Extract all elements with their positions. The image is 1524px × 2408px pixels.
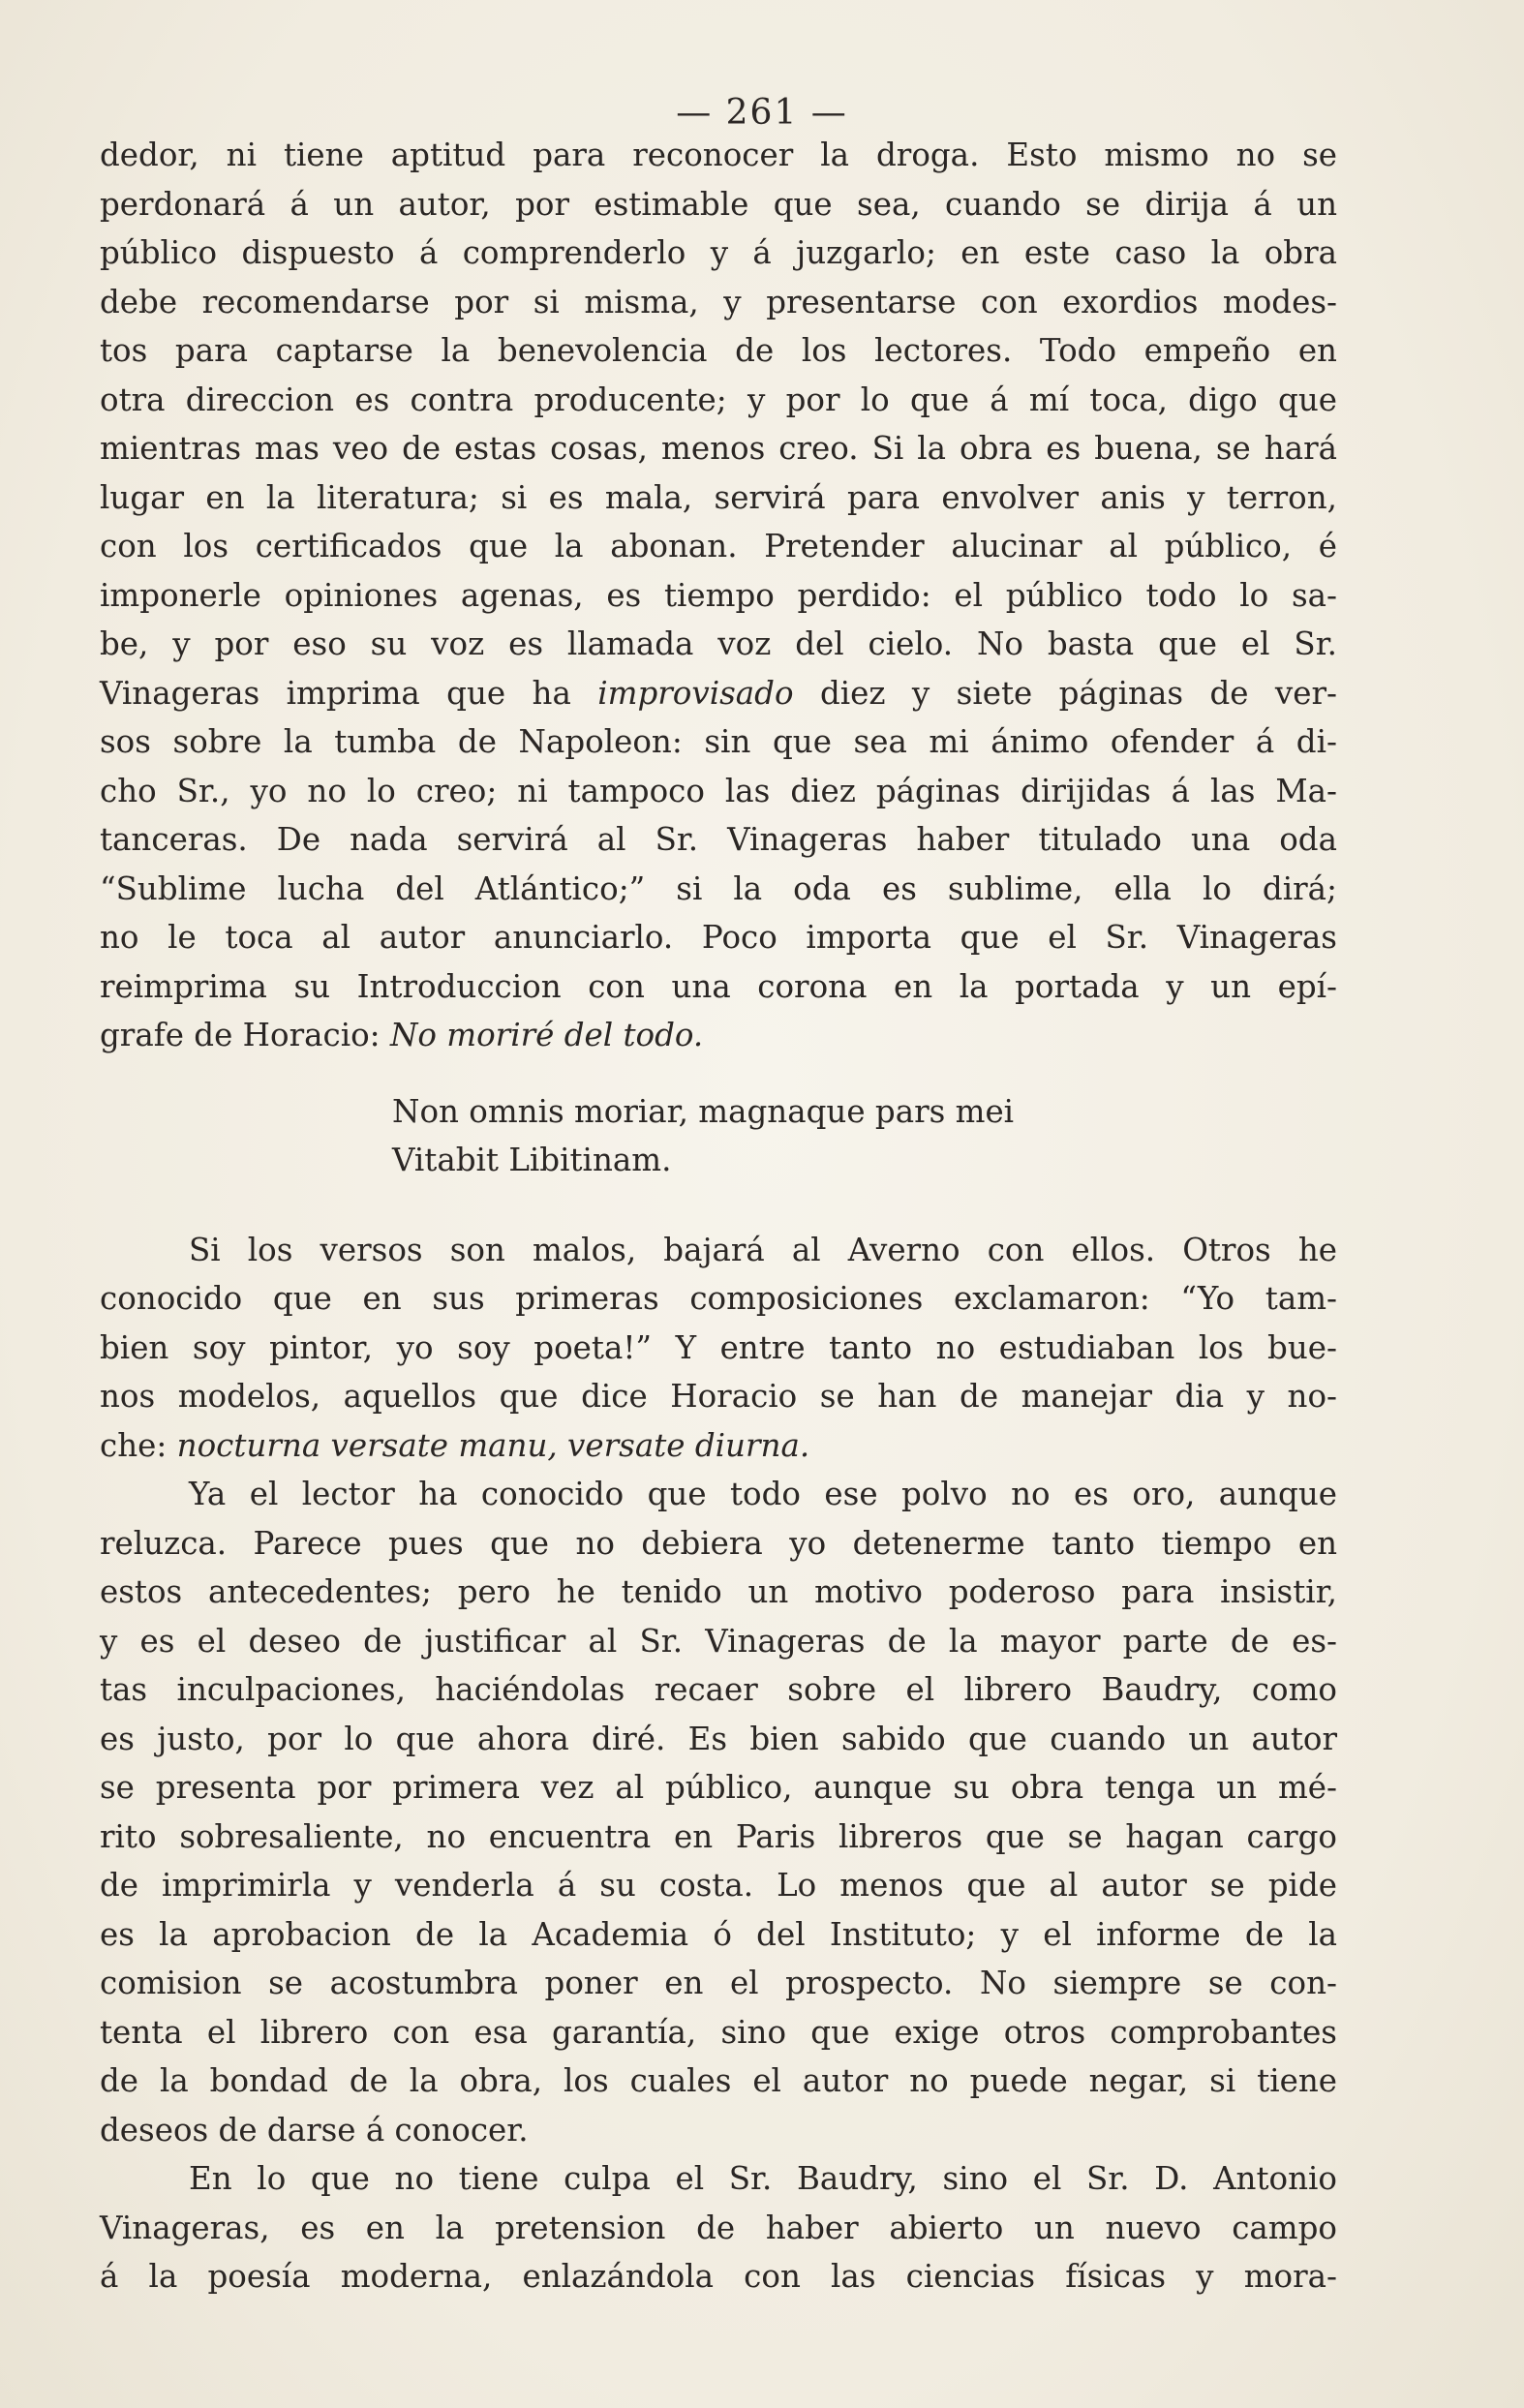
text-line: En lo que no tiene culpa el Sr. Baudry, sino el Sr. D. Antonio (189, 2160, 1337, 2197)
text-line: público dispuesto á comprenderlo y á juzgarlo; en este caso la obra (100, 234, 1337, 271)
text-line: reimprima su Introduccion con una corona en la portada y un epí- (100, 967, 1337, 1005)
text-line: de la bondad de la obra, los cuales el autor no puede negar, si tiene (100, 2062, 1337, 2099)
text-line: otra direccion es contra producente; y por lo que á mí toca, digo que (100, 381, 1337, 418)
text-line: no le toca al autor anunciarlo. Poco importa que el Sr. Vinageras (100, 919, 1337, 956)
text-line: imponerle opiniones agenas, es tiempo perdido: el público todo lo sa- (100, 576, 1337, 614)
verse-line: Non omnis moriar, magnaque pars mei (392, 1092, 1015, 1130)
spacer (100, 1060, 1337, 1087)
text-line: es justo, por lo que ahora diré. Es bien sabido que cuando un autor (100, 1720, 1337, 1757)
text-line: tas inculpaciones, haciéndolas recaer sobre el librero Baudry, como (100, 1671, 1337, 1708)
text-segment: diez y siete páginas de ver- (793, 674, 1337, 712)
text-line: á la poesía moderna, enlazándola con las ciencias físicas y mora- (100, 2258, 1337, 2295)
italic-quote: nocturna versate manu, versate diurna. (176, 1426, 810, 1464)
text-line: de imprimirla y venderla á su costa. Lo menos que al autor se pide (100, 1867, 1337, 1904)
text-segment: grafe de Horacio: (100, 1017, 390, 1053)
text-line (100, 1011, 1337, 1060)
text-line: tenta el librero con esa garantía, sino que exige otros comprobantes (100, 2013, 1337, 2051)
text-segment: Vinageras imprima que ha (100, 674, 598, 712)
text-line: y es el deseo de justificar al Sr. Vinageras de la mayor parte de es- (100, 1622, 1337, 1660)
spacer (100, 1185, 1337, 1226)
italic-term: improvisado (597, 674, 794, 712)
text-line: conocido que en sus primeras composiciones exclamaron: “Yo tam- (100, 1280, 1337, 1317)
text-line: rito sobresaliente, no encuentra en Paris libreros que se hagan cargo (100, 1817, 1337, 1855)
text-line: Si los versos son malos, bajará al Averno con ellos. Otros he (189, 1231, 1337, 1268)
page-number: — 261 — (676, 93, 848, 133)
text-line: con los certificados que la abonan. Pretender alucinar al público, é (100, 528, 1337, 564)
text-line: Vinageras, es en la pretension de haber abierto un nuevo campo (100, 2209, 1337, 2246)
text-line: “Sublime lucha del Atlántico;” si la oda es sublime, ella lo dirá; (100, 869, 1337, 907)
verse-line: Vitabit Libitinam. (392, 1142, 672, 1178)
text-line: debe recomendarse por si misma, y presentarse con exordios modes- (100, 283, 1337, 320)
text-line: es la aprobacion de la Academia ó del Instituto; y el informe de la (100, 1915, 1337, 1953)
text-line: mientras mas veo de estas cosas, menos creo. Si la obra es buena, se hará (100, 430, 1337, 467)
text-line: lugar en la literatura; si es mala, servirá para envolver anis y terron, (100, 478, 1337, 516)
text-segment: che: (100, 1426, 177, 1464)
text-line: be, y por eso su voz es llamada voz del cielo. No basta que el Sr. (100, 625, 1337, 662)
text-line: Ya el lector ha conocido que todo ese polvo no es oro, aunque (189, 1476, 1337, 1512)
body-text (100, 131, 1337, 2301)
italic-quote: No moriré del todo. (389, 1017, 704, 1053)
text-line: nos modelos, aquellos que dice Horacio se han de manejar dia y no- (100, 1378, 1337, 1415)
text-line: tanceras. De nada servirá al Sr. Vinageras haber titulado una oda (100, 821, 1337, 858)
text-line: estos antecedentes; pero he tenido un motivo poderoso para insistir, (100, 1573, 1337, 1610)
text-line: se presenta por primera vez al público, aunque su obra tenga un mé- (100, 1769, 1337, 1806)
text-line: bien soy pintor, yo soy poeta!” Y entre tanto no estudiaban los bue- (100, 1328, 1337, 1366)
text-line: deseos de darse á conocer. (100, 2111, 529, 2149)
text-line (100, 1421, 1337, 1471)
text-line: perdonará á un autor, por estimable que sea, cuando se dirija á un (100, 185, 1337, 223)
text-line: tos para captarse la benevolencia de los lectores. Todo empeño en (100, 332, 1337, 369)
text-line: dedor, ni tiene aptitud para reconocer la droga. Esto mismo no se (100, 137, 1337, 173)
text-line: comision se acostumbra poner en el prospecto. No siempre se con- (100, 1965, 1337, 2001)
text-line (100, 669, 1337, 718)
text-line: reluzca. Parece pues que no debiera yo detenerme tanto tiempo en (100, 1524, 1337, 1562)
text-line: cho Sr., yo no lo creo; ni tampoco las diez páginas dirijidas á las Ma- (100, 772, 1337, 809)
text-line: sos sobre la tumba de Napoleon: sin que sea mi ánimo ofender á di- (100, 723, 1337, 760)
